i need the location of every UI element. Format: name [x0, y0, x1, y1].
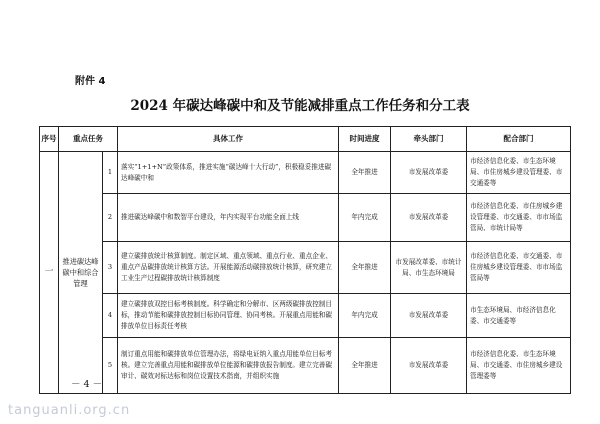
header-no: 序号 [40, 127, 59, 152]
table-row [40, 338, 571, 394]
row-coop: 市经济信息化委、市生态环境局、市交通委、市住房城乡建设管理委等 [467, 338, 571, 394]
row-coop: 市生态环境局、市经济信息化委、市交通委等 [467, 294, 571, 338]
row-lead: 市发展改革委 [391, 152, 467, 194]
row-lead: 市发展改革委 [391, 338, 467, 394]
row-number: 5 [103, 338, 118, 394]
table-row [40, 242, 571, 294]
row-number: 3 [103, 242, 118, 294]
row-number: 1 [103, 152, 118, 194]
row-work: 落实“1+1+N”政策体系，推进实施“碳达峰十大行动”，积极稳妥推进碳达峰碳中和 [118, 152, 339, 194]
header-work: 具体工作 [118, 127, 339, 152]
header-lead: 牵头部门 [391, 127, 467, 152]
row-lead: 市发展改革委 [391, 194, 467, 242]
header-time: 时间进度 [339, 127, 391, 152]
header-task: 重点任务 [59, 127, 118, 152]
section-task: 推进碳达峰碳中和综合管理 [59, 152, 103, 394]
row-work: 推进碳达峰碳中和数智平台建设，年内实现平台功能全面上线 [118, 194, 339, 242]
row-coop: 市经济信息化委、市交通委、市住房城乡建设管理委、市市场监管局等 [467, 242, 571, 294]
header-row [40, 127, 571, 152]
row-lead: 市发展改革委、市统计局、市生态环境局 [391, 242, 467, 294]
row-coop: 市经济信息化委、市住房城乡建设管理委、市交通委、市市场监管局、市统计局等 [467, 194, 571, 242]
task-table [39, 126, 571, 394]
row-lead: 市发展改革委 [391, 294, 467, 338]
row-time: 全年推进 [339, 152, 391, 194]
header-coop: 配合部门 [467, 127, 571, 152]
row-coop: 市经济信息化委、市生态环境局、市住房城乡建设管理委、市交通委等 [467, 152, 571, 194]
row-number: 2 [103, 194, 118, 242]
row-time: 全年推进 [339, 338, 391, 394]
row-number: 4 [103, 294, 118, 338]
row-work: 建立碳排放双控目标考核制度。科学确定和分解市、区两级碳排放控制目标，推动节能和碳排放控制目标协同管理、协同考核。开展重点用能和碳排放单位目标责任考核 [118, 294, 339, 338]
table-row [40, 152, 571, 194]
attachment-label: 附件 4 [75, 76, 106, 87]
row-time: 全年推进 [339, 242, 391, 294]
table-row [40, 294, 571, 338]
row-time: 年内完成 [339, 194, 391, 242]
table-row [40, 194, 571, 242]
section-number: 一 [40, 152, 59, 394]
row-work: 制订重点用能和碳排放单位管理办法，将绿电证纳入重点用能单位目标考核。建立完善重点用能和碳排放单位能源和碳排放报告制度。建立完善碳审计、碳效对标达标和岗位设置技术指南，并组织实施 [118, 338, 339, 394]
watermark: tanguanli.org.cn [8, 403, 131, 418]
row-work: 建立碳排放统计核算制度。制定区域、重点领域、重点行业、重点企业、重点产品碳排放统计核算方法。开展能源活动碳排放统计核算，研究建立工业生产过程碳排放统计核算制度 [118, 242, 339, 294]
document-title: 2024 年碳达峰碳中和及节能减排重点工作任务和分工表 [130, 98, 470, 114]
row-time: 年内完成 [339, 294, 391, 338]
page-number: － 4 － [71, 379, 103, 390]
